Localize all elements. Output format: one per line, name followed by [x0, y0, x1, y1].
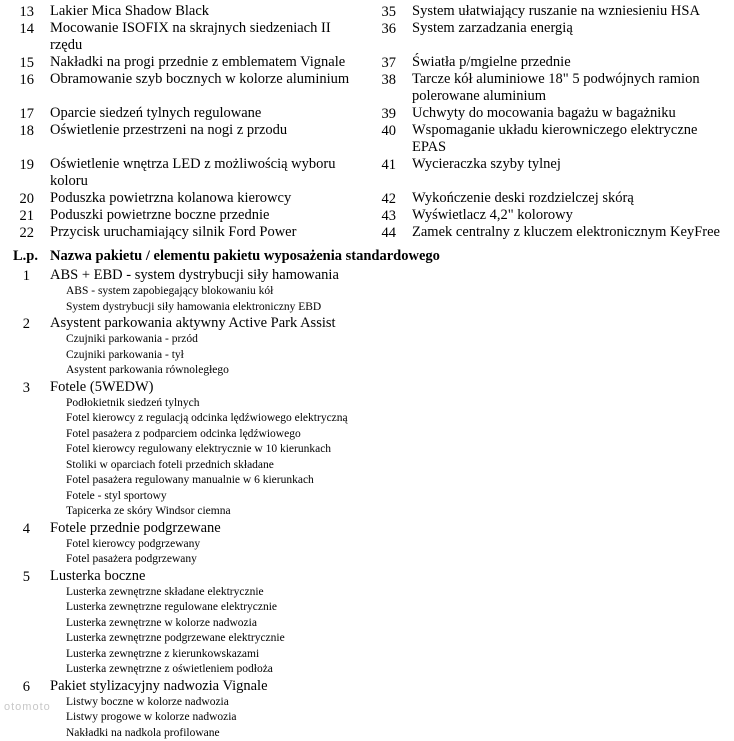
right-row-number: 39 — [381, 106, 396, 122]
left-row-number: 18 — [19, 123, 34, 139]
left-row-number: 16 — [19, 72, 34, 88]
right-row-text: polerowane aluminium — [412, 88, 547, 104]
left-row-text: Lakier Mica Shadow Black — [50, 3, 210, 19]
right-row-number: 42 — [381, 191, 396, 207]
package-item: Czujniki parkowania - przód — [66, 333, 198, 345]
right-row-text: Zamek centralny z kluczem elektronicznym KeyFree — [412, 224, 720, 240]
right-row-number: 38 — [381, 72, 396, 88]
package-item: Stoliki w oparciach foteli przednich składane — [66, 458, 274, 471]
right-row-text: Tarcze kół aluminiowe 18" 5 podwójnych ramion — [412, 71, 700, 87]
package-item: Podłokietnik siedzeń tylnych — [66, 396, 200, 409]
right-row-text: Wykończenie deski rozdzielczej skórą — [412, 190, 634, 206]
left-row-text: koloru — [50, 173, 88, 189]
right-row-number: 36 — [381, 21, 396, 37]
left-row-text: Oświetlenie wnętrza LED z możliwością wyboru — [50, 156, 336, 172]
package-item: Listwy boczne w kolorze nadwozia — [66, 695, 229, 708]
header-lp: L.p. — [13, 248, 38, 264]
package-item: Fotel kierowcy regulowany elektrycznie w 10 kierunkach — [66, 443, 332, 455]
package-name: ABS + EBD - system dystrybucji siły hamowania — [50, 267, 339, 283]
watermark-text: otomoto — [4, 701, 51, 713]
left-row-number: 19 — [19, 157, 34, 173]
package-number: 1 — [22, 268, 30, 284]
package-item: Lusterka zewnętrzne z kierunkowskazami — [66, 647, 260, 660]
right-row-number: 41 — [381, 157, 396, 173]
package-item: Fotele - styl sportowy — [66, 489, 167, 502]
package-name: Fotele (5WEDW) — [50, 378, 154, 395]
package-item: Fotel kierowcy podgrzewany — [66, 537, 201, 550]
left-row-text: Nakładki na progi przednie z emblematem Vignale — [50, 54, 346, 70]
package-item: Lusterka zewnętrzne w kolorze nadwozia — [66, 616, 257, 629]
left-row-number: 22 — [19, 225, 34, 241]
header-title: Nazwa pakietu / elementu pakietu wyposażenia standardowego — [50, 248, 440, 264]
left-row-number: 17 — [19, 106, 34, 122]
package-item: Fotel pasażera regulowany manualnie w 6 kierunkach — [66, 474, 314, 486]
left-row-number: 20 — [19, 191, 34, 207]
right-row-number: 37 — [381, 55, 396, 71]
package-item: Lusterka zewnętrzne podgrzewane elektrycznie — [66, 632, 285, 644]
left-row-number: 21 — [19, 208, 34, 224]
package-number: 2 — [22, 316, 30, 332]
right-row-number: 43 — [381, 208, 396, 224]
package-number: 5 — [22, 568, 30, 585]
left-row-text: rzędu — [50, 37, 83, 53]
left-row-number: 15 — [19, 55, 34, 71]
package-number: 3 — [22, 379, 30, 396]
package-name: Pakiet stylizacyjny nadwozia Vignale — [50, 677, 268, 694]
package-name: Fotele przednie podgrzewane — [50, 519, 221, 536]
left-row-text: Mocowanie ISOFIX na skrajnych siedzeniach II — [50, 20, 331, 36]
left-row-text: Oświetlenie przestrzeni na nogi z przodu — [50, 122, 288, 138]
package-item: Fotel pasażera podgrzewany — [66, 553, 197, 565]
right-row-number: 40 — [381, 123, 396, 139]
right-row-text: Światła p/mgielne przednie — [412, 54, 571, 70]
package-number: 6 — [22, 678, 30, 695]
right-row-text: System zarzadzania energią — [412, 20, 573, 36]
package-item: Tapicerka ze skóry Windsor ciemna — [66, 505, 231, 517]
package-item: Asystent parkowania równoległego — [66, 364, 229, 376]
package-item: Listwy progowe w kolorze nadwozia — [66, 711, 237, 723]
left-row-text: Obramowanie szyb bocznych w kolorze aluminium — [50, 71, 350, 87]
right-row-text: Wspomaganie układu kierowniczego elektryczne — [412, 122, 698, 138]
package-item: Lusterka zewnętrzne składane elektrycznie — [66, 585, 264, 598]
package-item: Fotel pasażera z podparciem odcinka lędźwiowego — [66, 427, 301, 440]
package-item: Czujniki parkowania - tył — [66, 348, 184, 361]
left-row-number: 13 — [19, 4, 34, 20]
right-row-number: 44 — [381, 225, 396, 241]
package-name: Lusterka boczne — [50, 567, 146, 584]
right-row-text: Uchwyty do mocowania bagażu w bagażniku — [412, 105, 676, 121]
left-row-text: Poduszka powietrzna kolanowa kierowcy — [50, 190, 292, 206]
left-row-text: Przycisk uruchamiający silnik Ford Power — [50, 224, 297, 240]
package-name: Asystent parkowania aktywny Active Park Assist — [50, 315, 336, 331]
right-row-number: 35 — [381, 4, 396, 20]
package-number: 4 — [22, 520, 30, 537]
package-item: Fotel kierowcy z regulacją odcinka lędźwiowego elektryczną — [66, 412, 348, 424]
package-item: Nakładki na nadkola profilowane — [66, 726, 220, 739]
package-item: Lusterka zewnętrzne regulowane elektrycznie — [66, 601, 278, 613]
package-item: ABS - system zapobiegający blokowaniu kół — [66, 285, 274, 297]
right-row-text: EPAS — [412, 139, 447, 155]
left-row-text: Poduszki powietrzne boczne przednie — [50, 207, 270, 223]
right-row-text: System ułatwiający ruszanie na wzniesieniu HSA — [412, 3, 700, 19]
right-row-text: Wyświetlacz 4,2" kolorowy — [412, 207, 573, 223]
package-item: System dystrybucji siły hamowania elektroniczny EBD — [66, 300, 322, 313]
left-row-text: Oparcie siedzeń tylnych regulowane — [50, 105, 262, 121]
package-item: Lusterka zewnętrzne z oświetleniem podłoża — [66, 663, 273, 675]
left-row-number: 14 — [19, 21, 34, 37]
right-row-text: Wycieraczka szyby tylnej — [412, 156, 561, 172]
